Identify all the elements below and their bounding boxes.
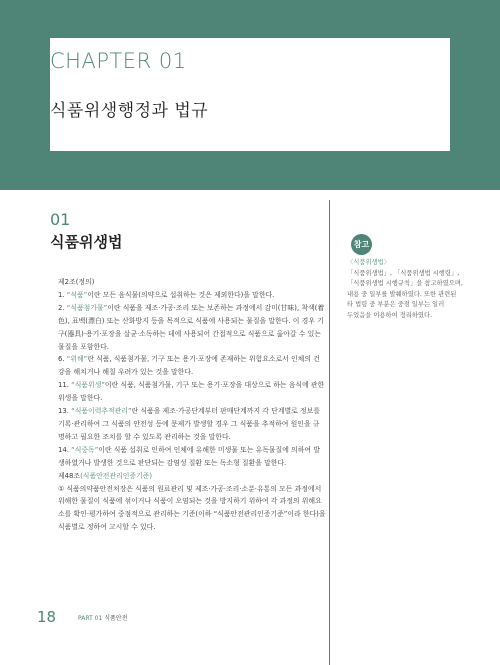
column-divider — [329, 200, 330, 665]
definition-term: “식품위생” — [71, 381, 105, 390]
article2-heading: 제48조(식품안전관리인증기준) — [58, 471, 153, 480]
reference-badge: 참고 — [351, 234, 372, 255]
definition-item: 2. “식품첨가물”이란 식품을 제조·가공·조리 또는 보존하는 과정에서 감미(甘味), 착색(着色), 표백(漂白) 또는 산화방지 등을 목적으로 식품에 사용되는 물질을 말한다. 이 경우 기구(器具)·용기·포장을 살균·소독하는 데에 사용되어 간접적으로 식품으로 옮아갈 수 있는 물질을 포함한다. — [58, 303, 325, 351]
definition-item: 11. “식품위생”이란 식품, 식품첨가물, 기구 또는 용기·포장을 대상으로 하는 음식에 관한 위생을 말한다. — [58, 381, 325, 403]
sidebar-note-line: 「식품위생법」, 「식품위생법 시행령」, — [347, 269, 460, 277]
sidebar-note — [347, 258, 467, 322]
sidebar-note-line: 내용 중 일부를 발췌하였다. 또한 관련된 — [347, 290, 457, 298]
definition-item: 14. “식중독”이란 식품 섭취로 인하여 인체에 유해한 미생물 또는 유독물질에 의하여 발생하였거나 발생한 것으로 판단되는 감염성 질환 또는 독소형 질환을 말한다. — [58, 445, 320, 467]
definition-term: “위해” — [66, 355, 88, 364]
sidebar-note-line: 두었음을 이용하여 정리하였다. — [347, 311, 433, 319]
section-number: 01 — [50, 210, 71, 229]
page-number: 18 — [37, 608, 57, 626]
definition-term: “식품이력추적관리” — [71, 407, 132, 416]
definition-term: “식품첨가물” — [66, 303, 108, 312]
chapter-title: 식품위생행정과 법규 — [50, 101, 209, 121]
chapter-card — [50, 38, 450, 151]
sidebar-note-line: 타 법령 중 부분은 중점 일부는 일러 — [347, 301, 445, 309]
header-band — [0, 0, 500, 190]
sidebar-note-line: 「식품위생법 시행규칙」을 참고하였으며, — [347, 280, 463, 288]
definition-item: 13. “식품이력추적관리”란 식품을 제조·가공단계부터 판매단계까지 각 단계별로 정보를 기록·관리하여 그 식품의 안전성 등에 문제가 발생할 경우 그 식품을 추적하여 원인을 규명하고 필요한 조치를 할 수 있도록 관리하는 것을 말한다. — [58, 407, 320, 441]
definition-item: 6. “위해”란 식품, 식품첨가물, 기구 또는 용기·포장에 존재하는 위험요소로서 인체의 건강을 해치거나 해칠 우려가 있는 것을 말한다. — [58, 355, 320, 377]
footer-part-label: PART 01 — [78, 615, 103, 622]
footer-part-title: 식품안전 — [104, 615, 128, 622]
section-title: 식품위생법 — [50, 233, 123, 251]
sidebar-note-title: 〈식품위생법〉 — [347, 259, 391, 266]
definition-item: 1. “식품”이란 모든 음식물(의약으로 섭취하는 것은 제외한다)을 말한다. — [58, 290, 275, 299]
chapter-label: CHAPTER 01 — [50, 49, 187, 73]
definition-term: “식품” — [66, 290, 88, 299]
article2-paragraph: ① 식품의약품안전처장은 식품의 원료관리 및 제조·가공·조리·소분·유통의 모든 과정에서 위해한 물질이 식품에 섞이거나 식품이 오염되는 것을 방지하기 위하여 각 과정의 위해요소를 확인·평가하여 중점적으로 관리하는 기준(이하 “식품안전관리인증기준”이라 한다)을 식품별로 정하여 고시할 수 있다. — [58, 484, 326, 532]
article-body — [58, 276, 326, 534]
article-heading: 제2조(정의) — [58, 278, 95, 286]
definition-term: “식중독” — [71, 445, 99, 454]
footer-part — [78, 613, 127, 622]
